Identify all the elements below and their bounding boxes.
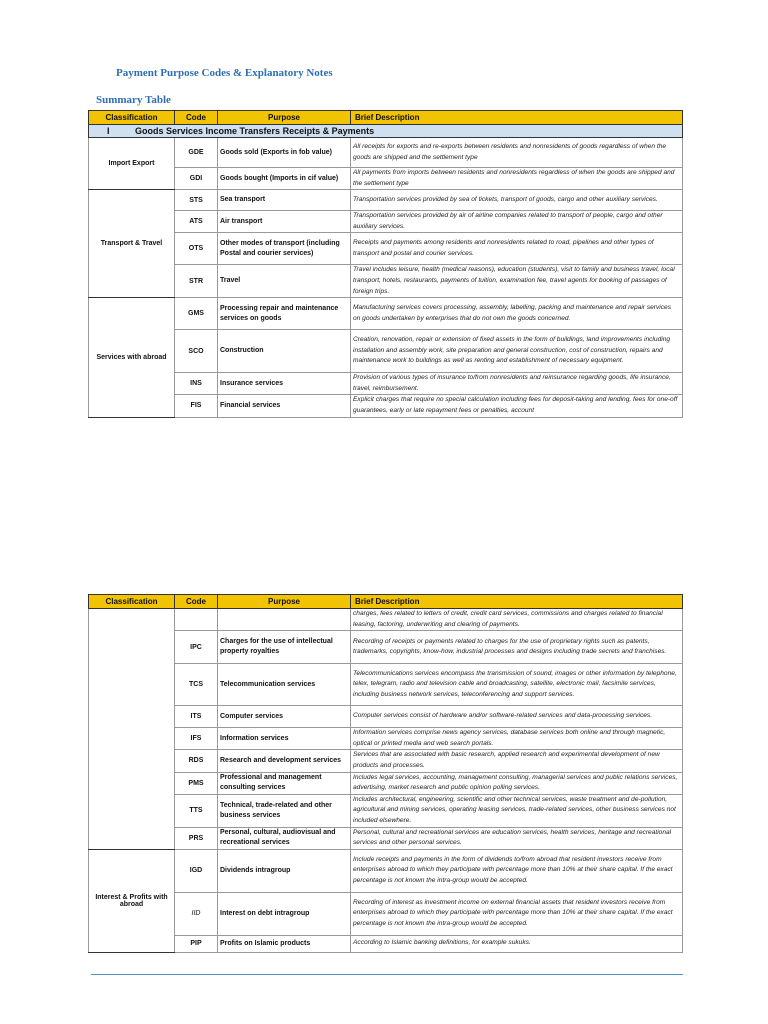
header-description: Brief Description [351, 111, 683, 125]
code-cell: INS [175, 373, 218, 395]
purpose-cell: Charges for the use of intellectual property royalties [218, 631, 351, 664]
code-cell: IGD [175, 849, 218, 892]
purpose-cell: Processing repair and maintenance services on goods [218, 298, 351, 330]
purpose-cell: Dividends intragroup [218, 849, 351, 892]
table-row [89, 395, 683, 417]
header-code: Code [175, 595, 218, 609]
purpose-cell: Professional and management consulting services [218, 772, 351, 794]
purpose-cell: Financial services [218, 395, 351, 417]
purpose-cell: Information services [218, 728, 351, 750]
classification-cell: Import Export [89, 138, 175, 190]
description-cell: Travel includes leisure, health (medical reasons), education (students), visit to family and business travel, local transport, hotels, restaurants, payments of tuition, examination fee, travel agents for booking of passages of foreign trips. [351, 265, 683, 298]
classification-cell: Services with abroad [89, 298, 175, 417]
purpose-cell: Personal, cultural, audiovisual and recreational services [218, 827, 351, 849]
code-cell: FIS [175, 395, 218, 417]
summary-table-continued [88, 594, 683, 953]
classification-cell: Interest & Profits with abroad [89, 849, 175, 952]
table-row [89, 935, 683, 952]
description-cell: All receipts for exports and re-exports between residents and nonresidents of goods regardless of when the goods are shipped and the settlement type [351, 138, 683, 168]
table-row [89, 631, 683, 664]
purpose-cell: Other modes of transport (including Postal and courier services) [218, 233, 351, 265]
code-cell: GDI [175, 168, 218, 190]
purpose-cell: Interest on debt intragroup [218, 892, 351, 935]
table-row [89, 849, 683, 892]
table-row [89, 794, 683, 827]
code-cell: GMS [175, 298, 218, 330]
description-cell: Personal, cultural and recreational services are education services, health services, heritage and recreational services and other personal services. [351, 827, 683, 849]
purpose-cell [218, 609, 351, 631]
description-cell: Information services comprise news agency services, database services both online and through magnetic, optical or printed media and web search portals. [351, 728, 683, 750]
description-cell: Recording of receipts or payments related to charges for the use of proprietary rights such as patents, trademarks, copyrights, know-how, industrial processes and designs including trade secrets and franchises. [351, 631, 683, 664]
table-header-row [89, 595, 683, 609]
table-row [89, 265, 683, 298]
description-cell: Provision of various types of insurance to/from nonresidents and reinsurance regarding goods, life insurance, travel, reimbursement. [351, 373, 683, 395]
classification-cell: Transport & Travel [89, 190, 175, 298]
code-cell: GDE [175, 138, 218, 168]
table-row [89, 772, 683, 794]
purpose-cell: Goods bought (Imports in cif value) [218, 168, 351, 190]
table-row [89, 330, 683, 373]
table-row [89, 706, 683, 728]
description-cell: charges, fees related to letters of credit, credit card services, commissions and charges related to financial leasing, factoring, underwriting and clearing of payments. [351, 609, 683, 631]
code-cell: ATS [175, 211, 218, 233]
code-cell: IID [175, 892, 218, 935]
table-row [89, 892, 683, 935]
header-code: Code [175, 111, 218, 125]
table-row [89, 728, 683, 750]
description-cell: Creation, renovation, repair or extension of fixed assets in the form of buildings, land improvements including installation and assembly work, site preparation and general construction, cost of construction, repairs and maintenance work to buildings as well as renting and establishment of necessary equipment. [351, 330, 683, 373]
table-header-row [89, 111, 683, 125]
purpose-cell: Profits on Islamic products [218, 935, 351, 952]
purpose-cell: Construction [218, 330, 351, 373]
code-cell: SCO [175, 330, 218, 373]
summary-table-title: Summary Table [96, 94, 171, 106]
table-row [89, 609, 683, 631]
code-cell: RDS [175, 750, 218, 772]
header-purpose: Purpose [218, 111, 351, 125]
description-cell: Computer services consist of hardware and/or software-related services and data-processing services. [351, 706, 683, 728]
code-cell: TCS [175, 664, 218, 706]
summary-table [88, 110, 683, 418]
section-number: I [107, 126, 110, 136]
purpose-cell: Technical, trade-related and other business services [218, 794, 351, 827]
section-row [89, 125, 683, 138]
description-cell: Recording of interest as investment income on external financial assets that resident investors receive from enterprises abroad to which they participate with percentage more than 10% at their share capital. If the exact percentage is not known the intra-group would be accepted. [351, 892, 683, 935]
header-description: Brief Description [351, 595, 683, 609]
description-cell: Transportation services provided by air of airline companies related to transport of people, cargo and other auxiliary services. [351, 211, 683, 233]
table-row [89, 233, 683, 265]
header-classification: Classification [89, 111, 175, 125]
description-cell: Include receipts and payments in the form of dividends to/from abroad that resident investors receive from enterprises abroad to which they participate with percentage more than 10% at their share capital. If the exact percentage is not known the intra-group would be accepted. [351, 849, 683, 892]
page-title: Payment Purpose Codes & Explanatory Notes [116, 67, 333, 79]
purpose-cell: Goods sold (Exports in fob value) [218, 138, 351, 168]
table-row [89, 827, 683, 849]
code-cell: IPC [175, 631, 218, 664]
code-cell: PIP [175, 935, 218, 952]
table-row [89, 211, 683, 233]
purpose-cell: Travel [218, 265, 351, 298]
code-cell: PMS [175, 772, 218, 794]
table-row [89, 190, 683, 211]
table-row [89, 750, 683, 772]
description-cell: Includes legal services, accounting, management consulting, managerial services and public relations services, advertising, market research and public opinion polling services. [351, 772, 683, 794]
description-cell: Includes architectural, engineering, scientific and other technical services, waste treatment and de-pollution, agricultural and mining services, operating leasing services, trade-related services, other business services not included elsewhere. [351, 794, 683, 827]
purpose-cell: Insurance services [218, 373, 351, 395]
code-cell: STR [175, 265, 218, 298]
table-row [89, 664, 683, 706]
table-row [89, 373, 683, 395]
purpose-cell: Air transport [218, 211, 351, 233]
header-purpose: Purpose [218, 595, 351, 609]
description-cell: Explicit charges that require no special calculation including fees for deposit-taking and lending, fees for one-off guarantees, early or late repayment fees or penalties, account [351, 395, 683, 417]
section-heading [89, 125, 683, 138]
code-cell: OTS [175, 233, 218, 265]
purpose-cell: Research and development services [218, 750, 351, 772]
purpose-cell: Telecommunication services [218, 664, 351, 706]
description-cell: Services that are associated with basic research, applied research and experimental development of new products and processes. [351, 750, 683, 772]
section-label: Goods Services Income Transfers Receipts & Payments [135, 126, 375, 136]
table-row [89, 298, 683, 330]
description-cell: According to Islamic banking definitions, for example sukuks. [351, 935, 683, 952]
code-cell: TTS [175, 794, 218, 827]
code-cell: ITS [175, 706, 218, 728]
description-cell: Receipts and payments among residents and nonresidents related to road, pipelines and other types of transport and postal and courier services. [351, 233, 683, 265]
description-cell: Transportation services provided by sea of tickets, transport of goods, cargo and other auxiliary services. [351, 190, 683, 211]
header-classification: Classification [89, 595, 175, 609]
purpose-cell: Computer services [218, 706, 351, 728]
purpose-cell: Sea transport [218, 190, 351, 211]
table-row [89, 138, 683, 168]
code-cell: STS [175, 190, 218, 211]
code-cell: IFS [175, 728, 218, 750]
footer-divider [91, 974, 683, 975]
code-cell: PRS [175, 827, 218, 849]
description-cell: Manufacturing services covers processing, assembly, labelling, packing and maintenance and repair services on goods undertaken by enterprises that do not own the goods concerned. [351, 298, 683, 330]
table-row [89, 168, 683, 190]
description-cell: All payments from imports between residents and nonresidents regardless of when the goods are shipped and the settlement type [351, 168, 683, 190]
classification-cell [89, 609, 175, 850]
code-cell [175, 609, 218, 631]
description-cell: Telecommunications services encompass the transmission of sound, images or other information by telephone, telex, telegram, radio and television cable and broadcasting, satellite, electronic mail, facsimile services, including business network services, teleconferencing and support services. [351, 664, 683, 706]
